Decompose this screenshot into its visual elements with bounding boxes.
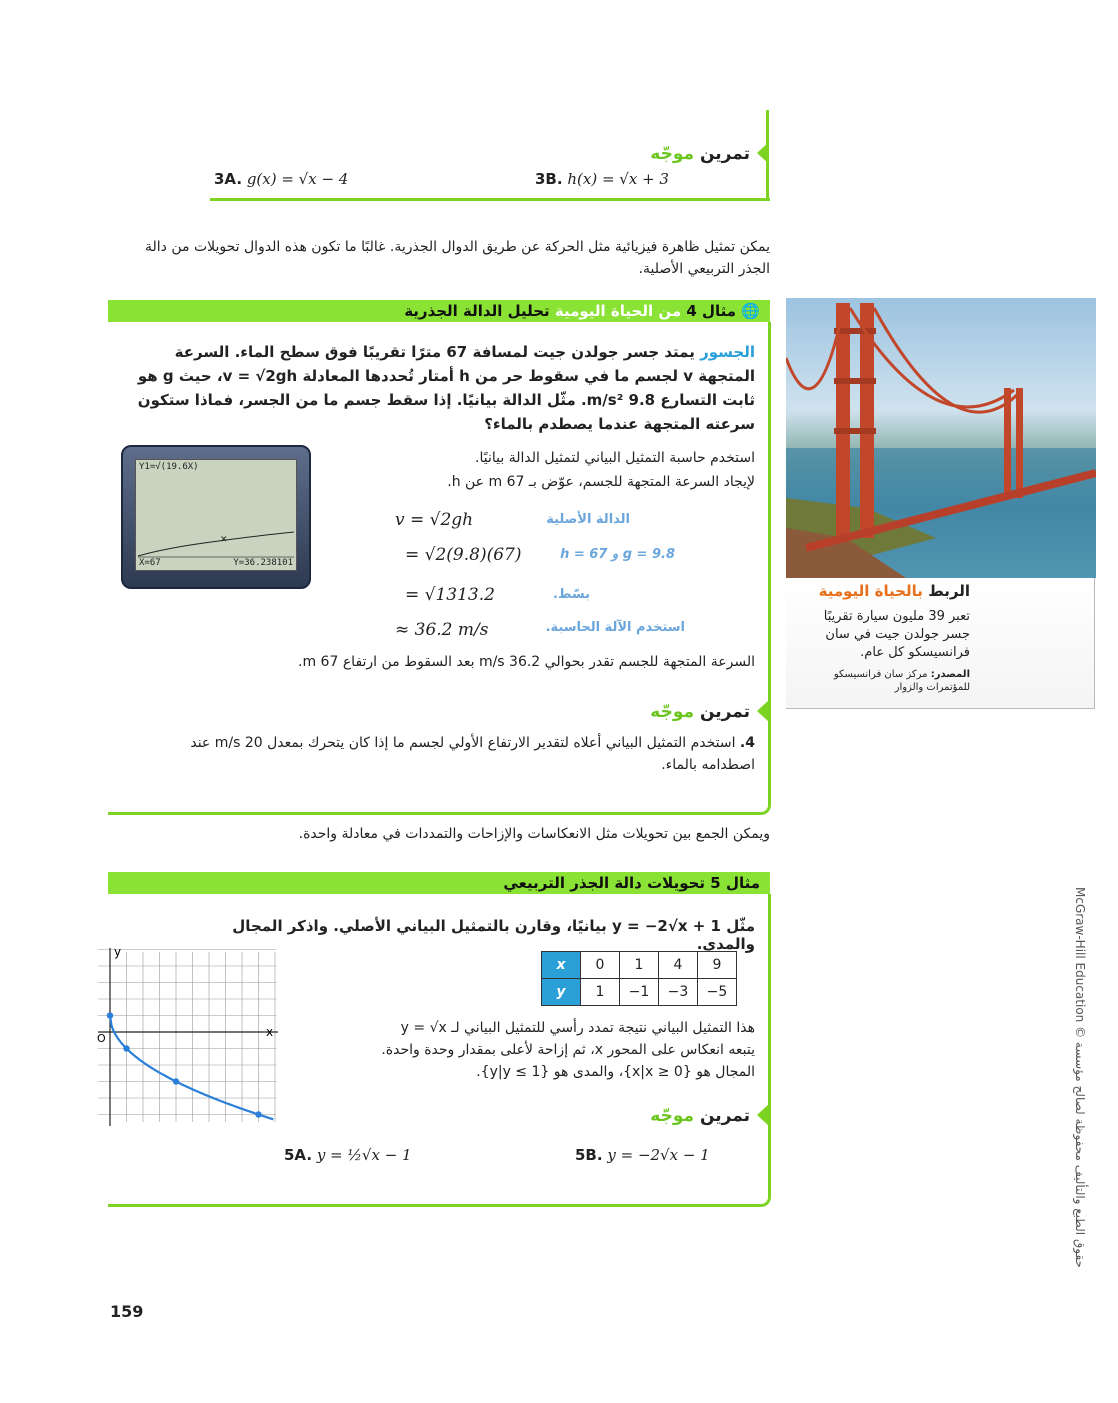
- table-cell: 1: [581, 979, 620, 1006]
- transformation-graph: [96, 944, 281, 1129]
- guided-practice-title-2: تمرين موجّه: [650, 702, 750, 722]
- page-number: 159: [110, 1302, 144, 1321]
- sidebar-text: تعبر 39 مليون سيارة تقريبًا جسر جولدن جيت في سان فرانسيسكو كل عام.: [823, 609, 970, 660]
- example-4-problem: الجسور يمتد جسر جولدن جيت لمسافة 67 مترًا تقريبًا فوق سطح الماء. السرعة المتجهة v لجسم ما في سقوط حر من h أمتار تُحددها المعادلة v = √2gh، حيث g هو ثابت التسارع 9.8 m/s². مثّل الدالة بيانيًا. إذا سقط جسم ما من الجسر، فماذا ستكون سرعته المتجهة عندما يصطدم بالماء؟: [137, 343, 755, 433]
- example-4-conclusion: السرعة المتجهة للجسم تقدر بحوالي 36.2 m/s بعد السقوط من ارتفاع 67 m.: [298, 654, 755, 670]
- guided-pointer-2: [757, 700, 769, 722]
- guided-practice-title-1: تمرين موجّه: [650, 144, 750, 164]
- table-cell: −3: [659, 979, 698, 1006]
- example-4-header: 🌐 مثال 4 من الحياة اليومية تحليل الدالة الجذرية: [108, 300, 770, 322]
- copyright-side-text: McGraw-Hill Education © حقوق الطبع والتأليف محفوظة لصالح مؤسسة: [1073, 887, 1087, 1268]
- combine-paragraph: ويمكن الجمع بين تحويلات مثل الانعكاسات والإزاحات والتمددات في معادلة واحدة.: [298, 826, 770, 842]
- exercise-3b: 3B. h(x) = √x + 3: [535, 170, 669, 188]
- bridge-illustration: [786, 298, 1096, 578]
- eq-annotation-2: g = 9.8 و h = 67: [560, 547, 675, 562]
- example-5-header: مثال 5 تحويلات دالة الجذر التربيعي: [108, 872, 770, 894]
- calculator-screen: [121, 445, 311, 589]
- graph-x-label: x: [266, 1025, 274, 1039]
- table-cell: −5: [698, 979, 737, 1006]
- graph-point: [107, 1012, 113, 1018]
- example-5-desc-3: المجال هو {x|x ≥ 0}، والمدى هو {y|y ≤ 1}.: [476, 1064, 755, 1080]
- intro-paragraph: يمكن تمثيل ظاهرة فيزيائية مثل الحركة عن طريق الدوال الجذرية. غالبًا ما تكون هذه الدوال تحويلات من دالة الجذر التربيعي الأصلية.: [145, 239, 770, 277]
- graph-curve: [110, 1016, 273, 1120]
- eq-line-3: = √1313.2: [405, 585, 495, 605]
- svg-text:✕: ✕: [220, 535, 228, 545]
- exercise-5a: 5A. y = ½√x − 1: [284, 1146, 412, 1164]
- calc-function-label: Y1=√(19.6X): [139, 462, 199, 472]
- table-y-header: y: [542, 979, 581, 1006]
- globe-icon: 🌐: [741, 302, 760, 320]
- guided-box-3-bottom-line: [210, 198, 770, 201]
- exercise-4: 4. استخدم التمثيل البياني أعلاه لتقدير الارتفاع الأولي لجسم ما إذا كان يتحرك بمعدل 20 m/s عند اصطدامه بالماء.: [190, 735, 755, 773]
- guided-pointer-1: [757, 142, 769, 164]
- eq-annotation-3: بسّط.: [553, 587, 590, 602]
- table-cell: −1: [620, 979, 659, 1006]
- sidebar-source: المصدر: مركز سان فرانسيسكو للمؤتمرات والزوار: [833, 669, 970, 693]
- guided-practice-title-3: تمرين موجّه: [650, 1106, 750, 1126]
- exercise-5b: 5B. y = −2√x − 1: [575, 1146, 710, 1164]
- exercise-3a: 3A. g(x) = √x − 4: [214, 170, 349, 188]
- graph-point: [255, 1111, 261, 1117]
- graph-point: [173, 1078, 179, 1084]
- calc-x-readout: X=67: [139, 558, 161, 568]
- table-cell: 9: [698, 952, 737, 979]
- example-5-task: مثّل y = −2√x + 1 بيانيًا، وقارن بالتمثيل البياني الأصلي. واذكر المجال والمدى.: [232, 917, 755, 953]
- calc-graph: [136, 460, 296, 570]
- guided-pointer-3: [757, 1104, 769, 1126]
- graph-y-label: y: [114, 945, 122, 959]
- table-x-header: x: [542, 952, 581, 979]
- graph-point: [123, 1045, 129, 1051]
- eq-line-2: = √2(9.8)(67): [405, 545, 522, 565]
- table-cell: 0: [581, 952, 620, 979]
- eq-line-4: ≈ 36.2 m/s: [395, 620, 489, 640]
- table-cell: 4: [659, 952, 698, 979]
- eq-annotation-1: الدالة الأصلية: [546, 512, 630, 527]
- golden-gate-photo: [786, 298, 1096, 578]
- example-4-step-2: لإيجاد السرعة المتجهة للجسم، عوّض بـ 67 m عن h.: [447, 474, 755, 490]
- sidebar-title: الربط بالحياة اليومية: [818, 582, 970, 600]
- graph-origin-label: O: [97, 1032, 106, 1045]
- table-cell: 1: [620, 952, 659, 979]
- eq-annotation-4: استخدم الآلة الحاسبة.: [545, 620, 685, 635]
- example-5-desc-2: يتبعه انعكاس على المحور x، ثم إزاحة لأعلى بمقدار وحدة واحدة.: [381, 1042, 755, 1058]
- example-4-step-1: استخدم حاسبة التمثيل البياني لتمثيل الدالة بيانيًا.: [475, 450, 755, 466]
- calc-y-readout: Y=36.238101: [233, 558, 293, 568]
- example-5-desc-1: هذا التمثيل البياني نتيجة تمدد رأسي للتمثيل البياني لـ y = √x: [400, 1020, 755, 1036]
- eq-line-1: v = √2gh: [395, 510, 474, 530]
- values-table: [541, 951, 737, 1006]
